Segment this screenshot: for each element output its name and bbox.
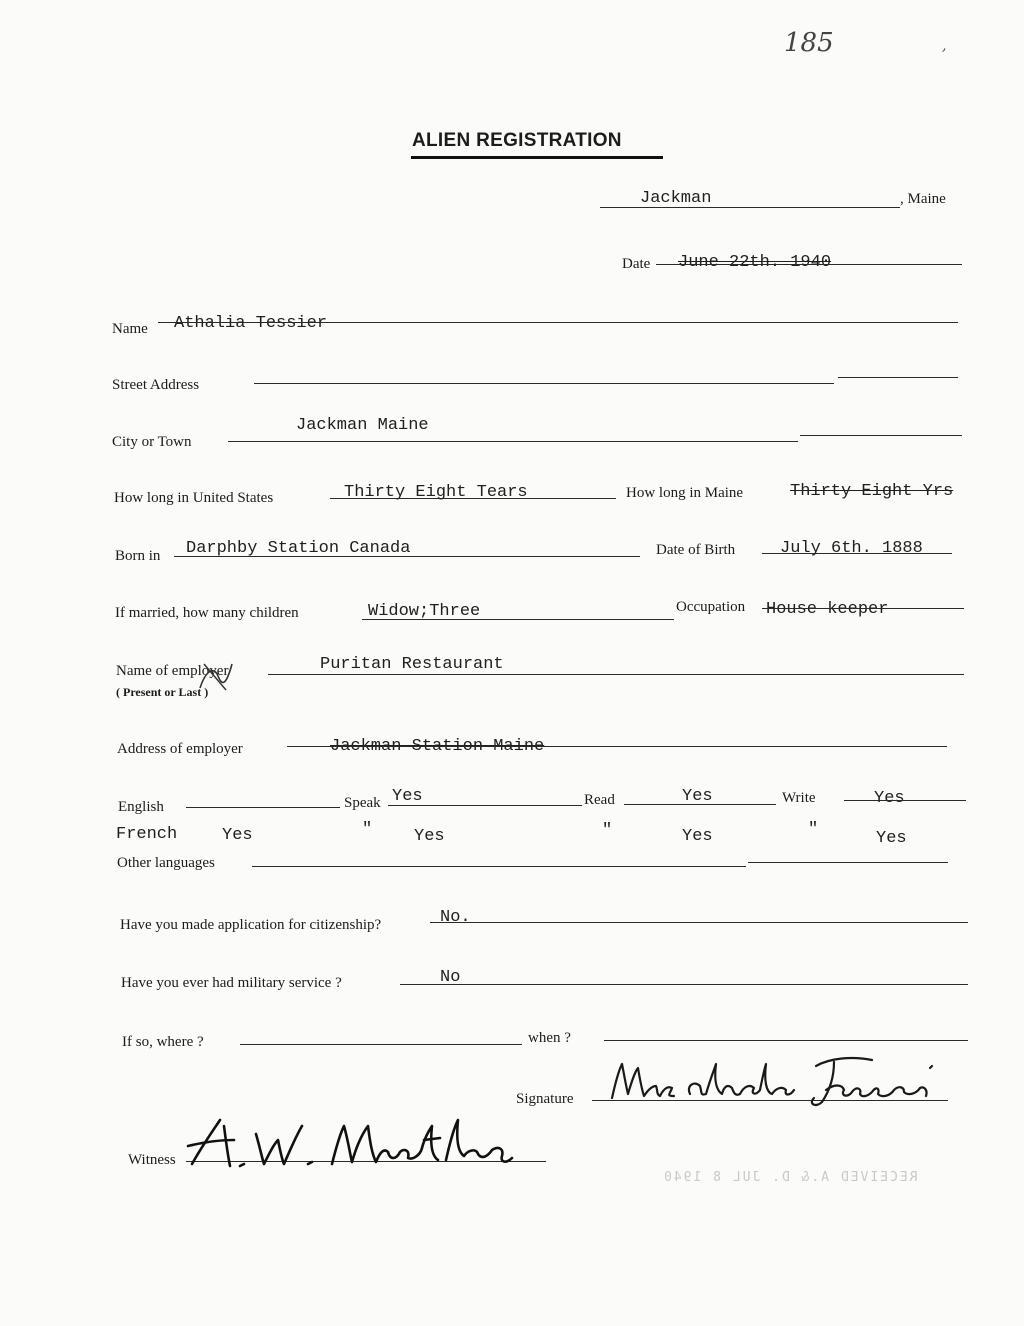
speak-line [388, 805, 582, 806]
french-speak-ditto: " [362, 820, 373, 839]
english-write-value: Yes [874, 789, 905, 808]
employer-sublabel: ( Present or Last ) [116, 685, 209, 699]
witness-signature-image [184, 1112, 544, 1172]
citizenship-label: Have you made application for citizenship? [120, 917, 382, 933]
when-label: when ? [528, 1030, 571, 1046]
children-label: If married, how many children [115, 605, 299, 621]
english-speak-value: Yes [392, 787, 423, 806]
read-label: Read [584, 792, 615, 808]
employer-address-label: Address of employer [117, 741, 243, 757]
french-read-value: Yes [682, 827, 713, 846]
where-label: If so, where ? [122, 1034, 204, 1050]
name-value: Athalia Tessier [174, 314, 328, 333]
citizenship-line [430, 922, 968, 923]
witness-label: Witness [128, 1152, 176, 1168]
how-long-us-line [330, 498, 616, 499]
city-label: City or Town [112, 434, 192, 450]
employer-value: Puritan Restaurant [320, 655, 504, 674]
speak-label: Speak [344, 795, 381, 811]
date-of-birth-label: Date of Birth [656, 542, 736, 558]
french-write-value: Yes [876, 829, 907, 848]
citizenship-value: No. [440, 908, 471, 927]
children-line [362, 619, 674, 620]
date-of-birth-line [762, 553, 952, 554]
military-label: Have you ever had military service ? [121, 975, 342, 991]
town-line [600, 207, 900, 208]
other-languages-label: Other languages [117, 855, 215, 871]
date-value: June 22th. 1940 [678, 253, 832, 272]
title-underline [411, 156, 663, 159]
street-line-extension [838, 377, 958, 378]
witness-text: H. W. Murtha [184, 1112, 190, 1113]
born-in-line [174, 556, 640, 557]
employer-label: Name of employer [116, 663, 229, 679]
children-value: Widow;Three [368, 602, 481, 621]
occupation-line [762, 608, 964, 609]
occupation-value: House keeper [766, 600, 889, 619]
state-label: , Maine [900, 191, 946, 207]
other-languages-line [252, 866, 746, 867]
french-label: French [116, 825, 178, 844]
city-value: Jackman Maine [296, 416, 429, 435]
french-read-ditto: " [602, 821, 613, 840]
margin-mark: , [942, 38, 947, 54]
city-line [228, 441, 798, 442]
born-in-label: Born in [115, 548, 161, 564]
when-line [604, 1040, 968, 1041]
military-line [400, 984, 968, 985]
born-in-value: Darphby Station Canada [186, 539, 411, 558]
date-of-birth-value: July 6th. 1888 [780, 539, 923, 558]
employer-line [268, 674, 964, 675]
how-long-maine-value: Thirty Eight Yrs [790, 482, 954, 501]
sublabel-cross-out-mark [196, 662, 236, 692]
english-label: English [118, 799, 164, 815]
english-line [186, 807, 340, 808]
date-label: Date [622, 256, 651, 272]
date-line [656, 264, 962, 265]
signature-text: Mrs Athalia Tessier [590, 1050, 598, 1051]
where-line [240, 1044, 522, 1045]
write-label: Write [782, 790, 816, 806]
write-line [844, 800, 966, 801]
town-value: Jackman [640, 189, 712, 208]
occupation-label: Occupation [676, 599, 746, 615]
signature-label: Signature [516, 1091, 574, 1107]
how-long-us-value: Thirty Eight Tears [344, 483, 528, 502]
french-value: Yes [222, 826, 253, 845]
city-line-extension [800, 435, 962, 436]
employer-address-line [287, 746, 947, 747]
name-line [158, 322, 958, 323]
signature-image [590, 1050, 950, 1110]
read-line [624, 804, 776, 805]
form-title: ALIEN REGISTRATION [412, 130, 622, 151]
received-stamp: RECEIVED A.& D. JUL 8 1940 [662, 1170, 918, 1185]
street-label: Street Address [112, 377, 200, 393]
how-long-us-label: How long in United States [114, 490, 274, 506]
english-read-value: Yes [682, 787, 713, 806]
french-speak-value: Yes [414, 827, 445, 846]
how-long-maine-label: How long in Maine [626, 485, 744, 501]
employer-address-value: Jackman Station Maine [330, 737, 545, 756]
street-line [254, 383, 834, 384]
french-write-ditto: " [808, 820, 819, 839]
military-value: No [440, 968, 461, 987]
other-languages-line-extension [748, 862, 948, 863]
page-number: 185 [784, 28, 834, 58]
name-label: Name [112, 321, 148, 337]
